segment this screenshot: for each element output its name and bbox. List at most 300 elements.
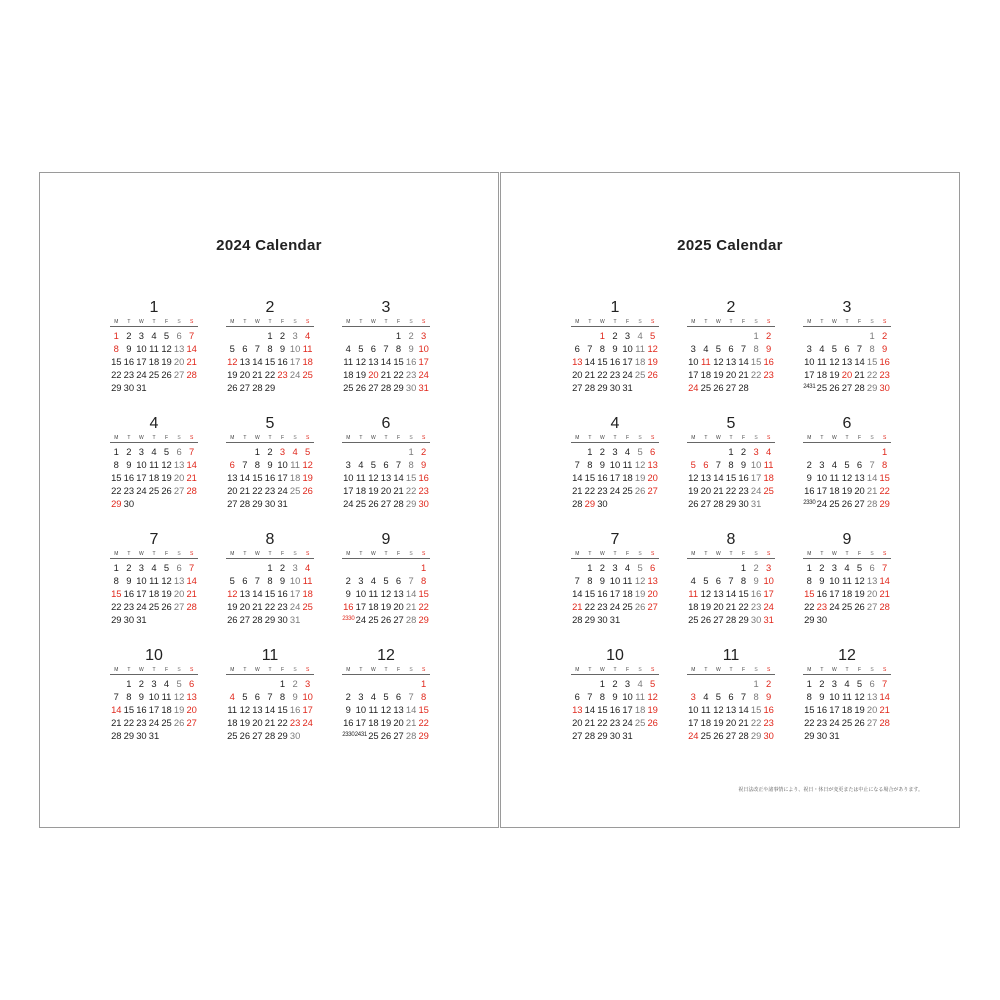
day-cell <box>571 329 584 342</box>
day-cell: 13 <box>841 356 853 367</box>
weekday-label: M <box>230 551 235 557</box>
day-cell: 11 <box>635 691 645 702</box>
day-cell: 6 <box>869 678 875 689</box>
day-cell <box>803 445 816 458</box>
day-cell: 6 <box>242 343 248 354</box>
day-cell: 27 <box>713 614 724 625</box>
day-cell: 20 <box>647 472 658 483</box>
day-cell: 1 <box>587 562 593 573</box>
day-cell: 28 <box>738 730 749 741</box>
day-cell <box>571 561 584 574</box>
day-cell: 7 <box>189 446 195 457</box>
weekday-label: T <box>704 435 708 441</box>
day-cell: 30 <box>816 730 828 741</box>
week-row <box>110 703 198 716</box>
weekday-label: M <box>575 667 580 673</box>
day-cell: 19 <box>647 704 658 715</box>
day-cell: 25 <box>302 369 313 380</box>
day-cell: 17 <box>355 601 367 612</box>
week-row <box>110 355 198 368</box>
day-cell: 20 <box>854 485 865 496</box>
day-cell: 4 <box>163 678 170 689</box>
day-cell <box>367 329 380 342</box>
day-cell: 12 <box>161 459 172 470</box>
day-cell: 5 <box>715 343 722 354</box>
day-cell: 25 <box>289 485 301 496</box>
day-cell: 2 <box>408 330 414 341</box>
day-cell: 27 <box>725 730 737 741</box>
day-cell: 18 <box>368 717 379 728</box>
day-cell: 21 <box>264 717 276 728</box>
day-cell: 31 <box>829 730 840 741</box>
day-cell: 2 <box>819 678 825 689</box>
weekday-label: M <box>807 551 812 557</box>
day-cell: 8 <box>254 459 261 470</box>
day-cell: 28 <box>393 498 404 509</box>
day-cell: 19 <box>380 601 392 612</box>
day-cell <box>173 497 186 510</box>
day-cell: 18 <box>148 472 160 483</box>
day-cell: 14 <box>879 691 890 702</box>
month-6 <box>342 415 430 510</box>
day-cell: 16 <box>597 472 608 483</box>
day-cell: 17 <box>750 472 762 483</box>
day-cell: 10 <box>816 472 828 483</box>
weekday-header <box>687 550 775 559</box>
day-cell: 1 <box>267 562 273 573</box>
day-cell: 19 <box>854 588 865 599</box>
week-row <box>110 342 198 355</box>
weekday-label: S <box>870 435 874 441</box>
day-cell: 13 <box>854 472 865 483</box>
day-cell <box>634 729 647 742</box>
day-cell: 26 <box>634 485 646 496</box>
month-12 <box>342 647 430 742</box>
day-cell: 10 <box>622 691 633 702</box>
day-cell: 13 <box>393 588 404 599</box>
day-cell: 18 <box>302 356 313 367</box>
week-row <box>110 729 198 742</box>
day-cell: 13 <box>173 575 185 586</box>
day-cell <box>646 381 659 394</box>
day-cell: 27 <box>854 498 865 509</box>
day-cell: 3 <box>345 459 351 470</box>
day-cell: 18 <box>763 472 774 483</box>
day-cell: 17 <box>343 485 354 496</box>
day-cell: 24 <box>418 369 429 380</box>
weekday-label: S <box>766 667 771 673</box>
day-cell: 11 <box>700 356 711 367</box>
day-cell <box>737 677 750 690</box>
month-4 <box>571 415 659 510</box>
day-cell: 21 <box>584 369 596 380</box>
day-cell: 1 <box>408 446 414 457</box>
day-cell <box>762 497 775 510</box>
day-cell: 7 <box>882 562 888 573</box>
day-cell: 12 <box>854 691 865 702</box>
day-cell: 25 <box>148 369 160 380</box>
day-cell: 25 <box>688 614 699 625</box>
day-cell: 4 <box>637 678 643 689</box>
day-cell: 30 <box>763 730 774 741</box>
day-cell: 5 <box>163 330 170 341</box>
weekday-label: S <box>177 435 181 441</box>
day-cell: 12 <box>227 588 238 599</box>
week-row <box>571 613 659 626</box>
day-cell: 10 <box>277 459 288 470</box>
month-number: 8 <box>265 531 275 548</box>
day-cell: 23 <box>264 485 276 496</box>
day-cell <box>700 445 713 458</box>
day-cell: 16 <box>879 356 890 367</box>
day-cell: 10 <box>289 343 301 354</box>
week-row <box>342 329 430 342</box>
day-cell: 30 <box>418 498 429 509</box>
day-cell: 21 <box>393 485 404 496</box>
day-cell: 23 <box>277 369 288 380</box>
day-cell <box>609 497 622 510</box>
day-cell: 24 <box>622 369 633 380</box>
weekday-label: T <box>704 667 708 673</box>
day-cell: 4 <box>305 330 311 341</box>
day-cell: 31 <box>136 382 147 393</box>
weekday-label: F <box>858 667 862 673</box>
week-row <box>226 342 314 355</box>
day-cell: 27 <box>393 730 404 741</box>
day-cell: 11 <box>302 575 313 586</box>
day-cell: 15 <box>264 356 276 367</box>
day-cell: 9 <box>345 588 351 599</box>
day-cell: 13 <box>572 356 583 367</box>
day-cell: 3 <box>305 678 311 689</box>
weekday-label: M <box>807 667 812 673</box>
day-cell: 22 <box>418 601 429 612</box>
day-cell: 26 <box>380 614 392 625</box>
day-cell: 26 <box>829 382 840 393</box>
day-cell: 17 <box>829 704 840 715</box>
day-cell: 31 <box>136 614 147 625</box>
day-cell: 25 <box>829 498 840 509</box>
day-cell: 23 <box>123 601 135 612</box>
weekday-header <box>226 550 314 559</box>
day-cell: 21 <box>186 356 197 367</box>
day-cell: 30 <box>738 498 749 509</box>
day-cell: 11 <box>829 472 840 483</box>
day-cell: 20 <box>186 704 197 715</box>
day-cell: 31 <box>750 498 762 509</box>
day-cell: 4 <box>844 678 850 689</box>
day-cell: 20 <box>393 601 404 612</box>
day-cell: 3 <box>279 446 286 457</box>
month-number: 10 <box>145 647 163 664</box>
day-cell: 3 <box>806 343 812 354</box>
day-cell: 30 <box>136 730 147 741</box>
week-row <box>803 677 891 690</box>
day-cell: 7 <box>254 343 261 354</box>
day-cell <box>226 561 239 574</box>
weekday-label: T <box>152 435 156 441</box>
day-cell: 10 <box>302 691 313 702</box>
day-cell <box>289 497 302 510</box>
day-cell: 17 <box>688 369 699 380</box>
week-row <box>687 690 775 703</box>
week-row <box>226 703 314 716</box>
day-cell: 19 <box>302 472 313 483</box>
day-cell: 17 <box>763 588 774 599</box>
day-cell: 12 <box>713 356 724 367</box>
weekday-label: W <box>255 551 260 557</box>
month-5 <box>226 415 314 510</box>
weekday-label: M <box>691 667 696 673</box>
week-row <box>571 703 659 716</box>
day-cell: 2 <box>806 459 812 470</box>
day-cell: 12 <box>647 691 658 702</box>
day-cell: 15 <box>879 472 890 483</box>
day-cell: 6 <box>703 459 709 470</box>
day-cell <box>841 445 854 458</box>
day-cell: 5 <box>358 343 364 354</box>
day-cell: 5 <box>163 562 170 573</box>
month-number: 6 <box>381 415 391 432</box>
day-cell <box>289 381 302 394</box>
day-cell: 30 <box>289 730 301 741</box>
day-cell: 30 <box>597 614 608 625</box>
day-cell: 7 <box>587 691 593 702</box>
day-cell: 16 <box>609 356 621 367</box>
day-cell: 30 <box>816 614 828 625</box>
day-cell: 28 <box>186 601 197 612</box>
day-cell: 12 <box>829 356 840 367</box>
day-cell <box>866 729 879 742</box>
day-cell: 3 <box>138 330 145 341</box>
day-cell: 13 <box>725 704 737 715</box>
day-cell <box>725 329 738 342</box>
week-row <box>110 497 198 510</box>
day-cell: 28 <box>584 382 596 393</box>
day-cell: 17 <box>302 704 313 715</box>
day-cell: 10 <box>343 472 354 483</box>
month-9 <box>342 531 430 626</box>
day-cell: 13 <box>700 472 712 483</box>
day-cell: 7 <box>189 562 195 573</box>
weekday-label: T <box>704 551 708 557</box>
day-cell: 11 <box>842 691 852 702</box>
day-cell: 4 <box>703 343 709 354</box>
day-cell <box>621 497 634 510</box>
day-cell: 4 <box>370 691 377 702</box>
weekday-label: S <box>766 319 771 325</box>
day-cell: 25 <box>227 730 238 741</box>
week-row <box>226 600 314 613</box>
weekday-label: M <box>230 435 235 441</box>
day-cell: 26 <box>854 601 865 612</box>
day-cell: 22 <box>804 601 815 612</box>
day-cell: 21 <box>738 717 749 728</box>
month-number: 2 <box>265 299 275 316</box>
day-cell: 19 <box>634 472 646 483</box>
day-cell: 27 <box>393 614 404 625</box>
week-row <box>342 458 430 471</box>
day-cell: 21 <box>186 588 197 599</box>
week-row <box>226 677 314 690</box>
day-cell: 22 <box>725 485 737 496</box>
day-cell: 6 <box>574 691 580 702</box>
month-1 <box>571 299 659 394</box>
day-cell: 11 <box>368 704 379 715</box>
day-cell: 12 <box>647 343 658 354</box>
day-cell: 21 <box>572 485 583 496</box>
day-cell: 27 <box>841 382 853 393</box>
month-number: 4 <box>610 415 620 432</box>
day-cell: 12 <box>634 459 646 470</box>
day-cell: 24 <box>289 601 301 612</box>
week-row <box>342 587 430 600</box>
day-cell: 23 <box>609 369 621 380</box>
day-cell: 27 <box>173 601 185 612</box>
day-cell: 8 <box>599 691 606 702</box>
weekday-label: F <box>397 667 401 673</box>
weekday-label: F <box>626 551 630 557</box>
day-cell: 18 <box>302 588 313 599</box>
day-cell: 23 <box>123 369 135 380</box>
day-cell: 27 <box>572 382 583 393</box>
day-cell: 13 <box>393 704 404 715</box>
day-cell: 9 <box>612 691 618 702</box>
weekday-label: W <box>600 319 605 325</box>
weekday-label: F <box>397 551 401 557</box>
day-cell <box>110 677 123 690</box>
day-cell: 3 <box>151 678 157 689</box>
day-cell: 18 <box>841 704 853 715</box>
day-cell <box>853 613 866 626</box>
weekday-label: S <box>638 435 642 441</box>
day-cell: 15 <box>725 472 737 483</box>
day-cell: 10 <box>136 459 147 470</box>
day-cell: 13 <box>252 704 263 715</box>
day-cell: 16 <box>609 704 621 715</box>
day-cell: 4 <box>305 562 311 573</box>
weekday-label: W <box>371 667 376 673</box>
day-cell: 29 <box>252 498 263 509</box>
week-row <box>226 497 314 510</box>
day-cell: 9 <box>599 575 606 586</box>
weekday-label: S <box>421 667 426 673</box>
day-cell: 26 <box>688 498 699 509</box>
day-cell: 8 <box>882 459 888 470</box>
week-row <box>803 600 891 613</box>
week-row <box>687 729 775 742</box>
day-cell: 5 <box>690 459 696 470</box>
day-cell: 26 <box>227 382 238 393</box>
day-cell: 15 <box>393 356 404 367</box>
week-row <box>226 368 314 381</box>
month-2 <box>226 299 314 394</box>
day-cell: 18 <box>829 485 840 496</box>
weekday-header <box>110 318 198 327</box>
day-cell: 20 <box>572 717 583 728</box>
day-cell: 23 <box>597 601 608 612</box>
day-cell: 10 <box>136 343 147 354</box>
day-cell: 30 <box>405 382 417 393</box>
day-cell: 1 <box>267 330 273 341</box>
day-cell: 7 <box>267 691 273 702</box>
day-cell: 24 <box>609 601 621 612</box>
day-cell: 18 <box>368 601 379 612</box>
day-cell: 11 <box>688 588 699 599</box>
day-cell: 29 <box>584 614 596 625</box>
week-row <box>226 355 314 368</box>
day-cell: 27 <box>647 485 658 496</box>
day-cell <box>634 497 647 510</box>
day-cell: 30 <box>609 730 621 741</box>
day-cell: 5 <box>831 343 838 354</box>
week-row <box>803 703 891 716</box>
day-cell: 19 <box>227 369 238 380</box>
month-number: 9 <box>381 531 391 548</box>
day-cell: 15 <box>750 704 762 715</box>
week-row <box>803 342 891 355</box>
day-cell: 5 <box>176 678 182 689</box>
day-cell: 27 <box>866 717 878 728</box>
weekday-label: S <box>189 319 194 325</box>
month-12 <box>803 647 891 742</box>
day-cell: 5 <box>856 562 863 573</box>
day-cell: 6 <box>189 678 195 689</box>
day-cell <box>239 677 252 690</box>
day-cell: 2 <box>279 330 286 341</box>
day-cell: 6 <box>869 562 875 573</box>
day-cell <box>160 381 173 394</box>
day-cell: 2 <box>126 562 132 573</box>
day-cell: 25 <box>634 369 646 380</box>
week-row <box>687 355 775 368</box>
day-cell: 31 <box>609 614 621 625</box>
day-cell: 19 <box>173 704 185 715</box>
weekday-header <box>226 434 314 443</box>
day-cell: 29 <box>418 614 429 625</box>
day-cell: 26 <box>700 614 712 625</box>
month-9 <box>803 531 891 626</box>
day-cell: 8 <box>408 459 414 470</box>
day-cell: 27 <box>252 730 263 741</box>
day-cell: 8 <box>395 343 402 354</box>
day-cell: 14 <box>405 704 417 715</box>
day-cell: 22 <box>597 717 608 728</box>
day-cell: 12 <box>239 704 251 715</box>
day-cell: 16 <box>277 588 288 599</box>
day-cell: 9 <box>267 459 273 470</box>
day-cell: 7 <box>395 459 402 470</box>
day-cell: 16 <box>763 704 774 715</box>
day-cell: 1 <box>740 562 747 573</box>
week-row <box>687 497 775 510</box>
day-cell: 17 <box>355 717 367 728</box>
weekday-header <box>226 318 314 327</box>
day-cell: 3 <box>612 562 618 573</box>
day-cell: 16 <box>418 472 429 483</box>
day-cell: 6 <box>650 446 656 457</box>
day-cell <box>878 613 891 626</box>
day-cell: 18 <box>227 717 238 728</box>
week-row <box>342 381 430 394</box>
day-cell: 19 <box>647 356 658 367</box>
week-row <box>687 677 775 690</box>
weekday-label: W <box>832 551 837 557</box>
week-row <box>226 329 314 342</box>
day-cell: 11 <box>622 459 633 470</box>
weekday-label: S <box>421 435 426 441</box>
week-row <box>342 613 430 626</box>
